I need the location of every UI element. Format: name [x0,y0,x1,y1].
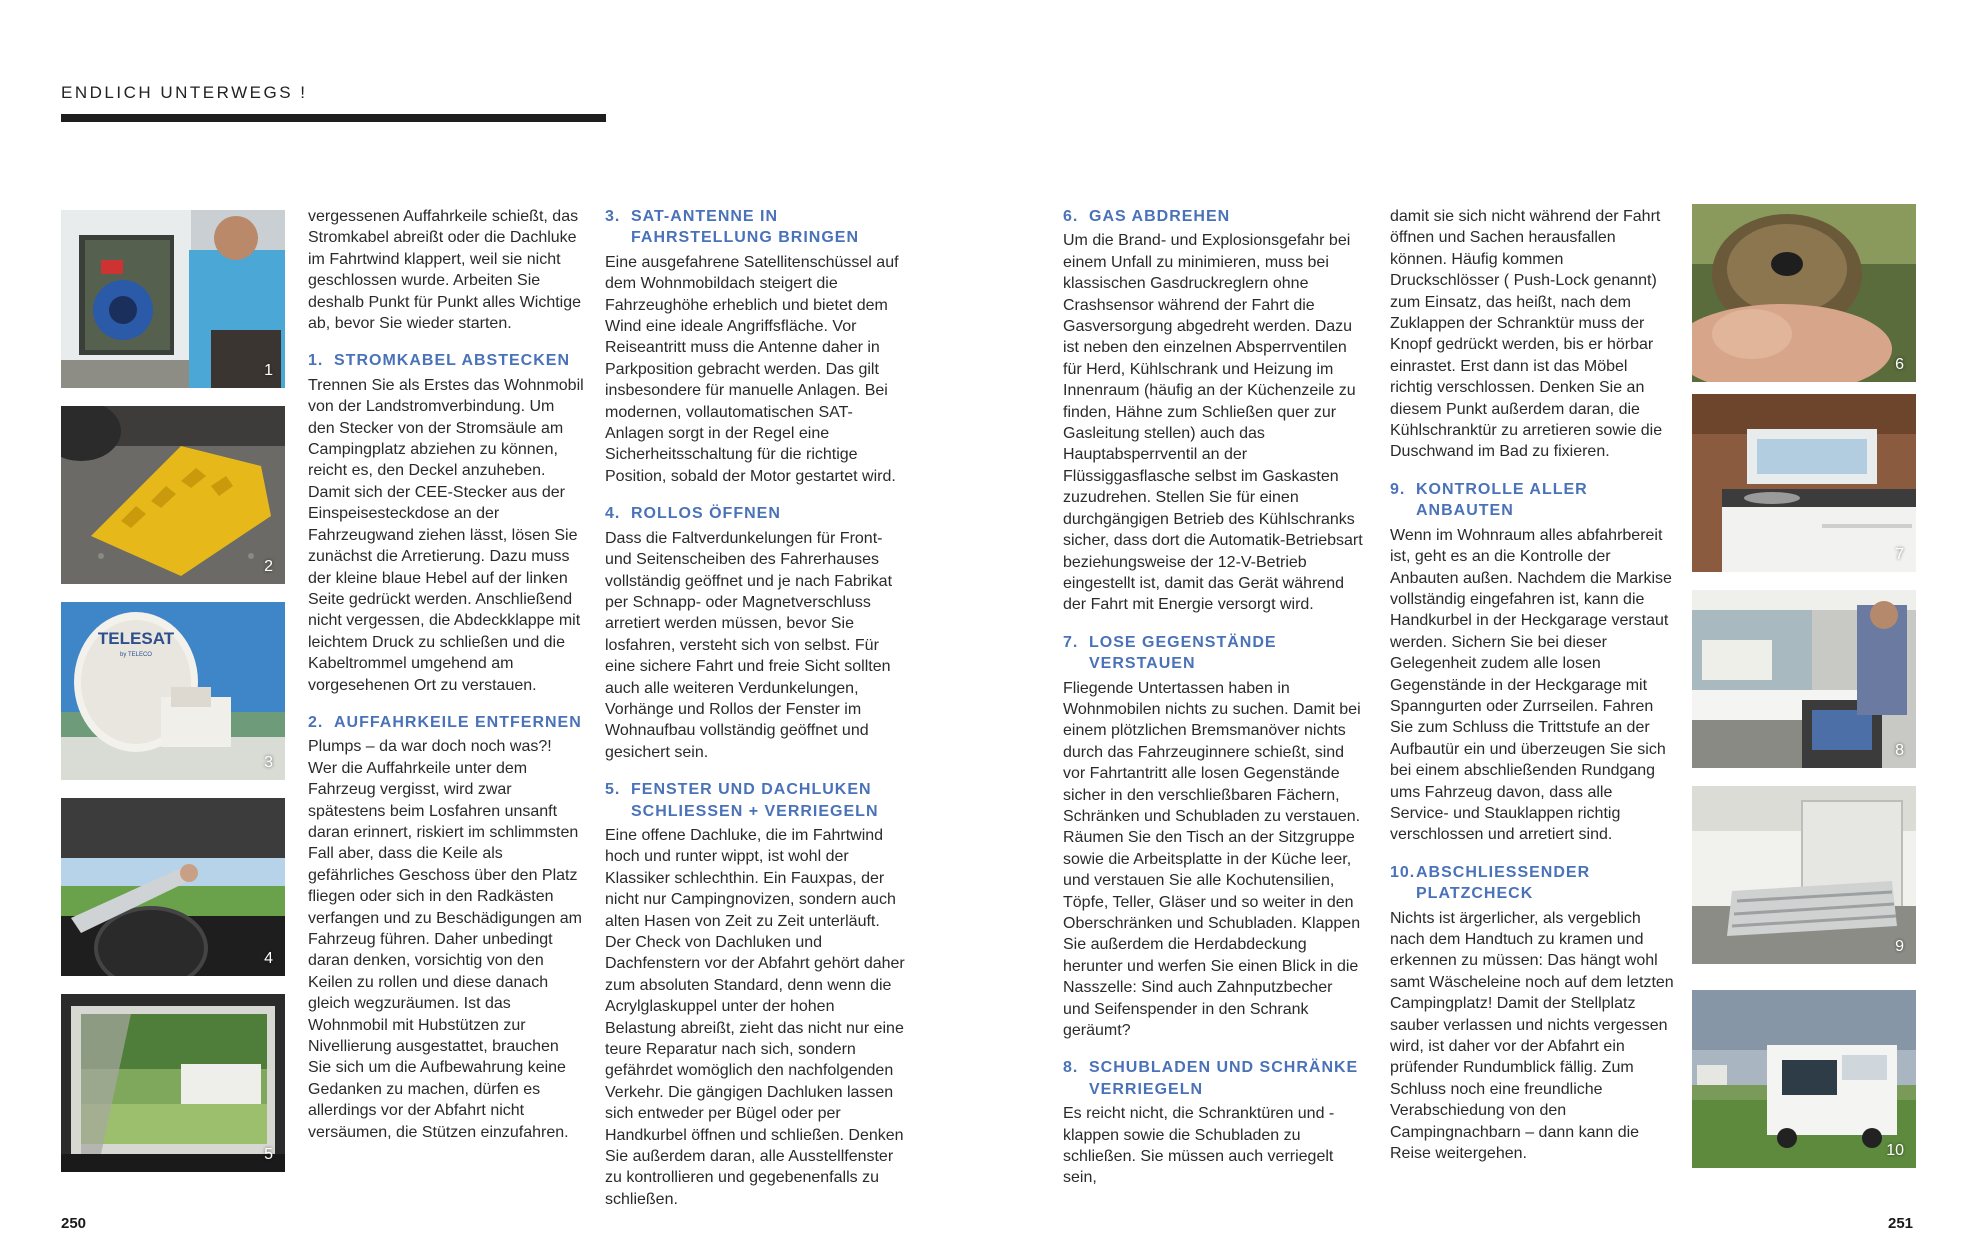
photo-1 [61,210,285,388]
photo-number: 4 [264,950,273,967]
photo-7-image [1692,394,1916,572]
photo-8 [1692,590,1916,768]
photo-number: 7 [1895,546,1904,563]
photo-1-image [61,210,285,388]
section-heading-4: 4. ROLLOS ÖFFNEN [605,505,781,523]
photo-2-image [61,406,285,584]
photo-2 [61,406,285,584]
section-text-1: Trennen Sie als Erstes das Wohnmobil von der Landstromverbindung. Um den Stecker von der Stromsäule am Campingplatz abziehen zu können, reicht es, den Deckel anzuheben. Damit sich der CEE-Stecker aus der Einspeisesteckdose an der Fahrzeugwand ziehen lässt, lösen Sie zunächst die Arretierung. Dazu muss der kleine blaue Hebel auf der linken Seite gedrückt werden. Anschließend nicht vergessen, die Abdeckklappe mit leichtem Druck zu schließen und die Kabeltrommel umgehend am vorgesehenen Ort zu verstauen. [308,376,584,694]
photo-number: 8 [1895,742,1904,759]
telesat-logo-sub: by TELECO [120,652,152,658]
section-text-5: Eine offene Dachluke, die im Fahrtwind hoch und runter wippt, ist wohl der Klassiker schlechthin. Ein Fauxpas, der nicht nur Campingnovizen, sondern auch alten Hasen von Zeit zu Zeit unterläuft. Der Check von Dachluken und Dachfenstern vor der Abfahrt gehört daher zum absoluten Standard, denn wenn die Acrylglaskuppel unter der hohen Belastung abreißt, zieht das nicht nur eine teure Reparatur nach sich, sondern gefährdet womöglich den nachfolgenden Verkehr. Die gängigen Dachluken lassen sich entweder per Bügel oder per Handkurbel öffnen und schließen. Denken Sie außerdem daran, alle Ausstellfenster zu kontrollieren und gegebenenfalls zu schließen. [605,826,905,1208]
section-heading-10: 10. ABSCHLIESSENDER PLATZCHECK [1390,863,1591,903]
chapter-title: ENDLICH UNTERWEGS ! [61,83,308,102]
photo-5-image [61,994,285,1172]
text-column-4 [1390,206,1674,1164]
photo-6 [1692,204,1916,382]
section-text-8: Es reicht nicht, die Schranktüren und -klappen sowie die Schubladen zu schließen. Sie müssen auch verriegelt sein, [1063,1105,1335,1187]
telesat-logo: TELESAT [97,629,175,648]
section-text-6: Um die Brand- und Explosionsgefahr bei einem Unfall zu minimieren, muss bei klassischen Gasdruckreglern ohne Crashsensor während der Fahrt die Gasversorgung abgedreht werden. Dazu ist neben den einzelnen Absperrventilen für Herd, Kühlschrank und Heizung im Innenraum (häufig an der Küchenzeile zu finden, Hähne zum Schließen quer zur Gasleitung stellen) auch das Hauptabsperrventil an der Flüssiggasflasche selbst im Gaskasten zuzudrehen. Stellen Sie für einen durchgängigen Betrieb des Kühlschranks sicher, dass dort die Automatik-Betriebsart beziehungsweise der 12-V-Betrieb eingestellt ist, damit das Gerät während der Fahrt mit Energie versorgt wird. [1063,232,1363,614]
page-number-right: 251 [1888,1215,1914,1232]
photo-3 [61,602,285,780]
section-text-9: Wenn im Wohnraum alles abfahrbereit ist, geht es an die Kontrolle der Anbauten außen. Nachdem die Markise vollständig eingefahren ist, kann die Handkurbel in der Heckgarage verstaut werden. Sichern Sie bei dieser Gelegenheit zudem alle losen Gegenstände in der Heckgarage mit Spanngurten oder Zurrseilen. Fahren Sie zum Schluss die Trittstufe an der Aufbautür ein und überzeugen Sie sich bei einem abschließenden Rundgang ums Fahrzeug davon, dass alle Service- und Stauklappen richtig verschlossen und arretiert sind. [1390,526,1672,844]
photo-10-image [1692,990,1916,1168]
col4-intro: damit sie sich nicht während der Fahrt öffnen und Sachen herausfallen können. Häufig kommen Druckschlösser ( Push-Lock genannt) zum Einsatz, das heißt, nach dem Zuklappen der Schranktür muss der Knopf gedrückt werden, bis er hörbar einrastet. Erst dann ist das Möbel richtig verschlossen. Denken Sie an diesem Punkt außerdem daran, die Kühlschranktür zu arretieren sowie die Duschwand im Bad zu fixieren. [1390,208,1663,461]
photo-9 [1692,786,1916,964]
text-column-1 [308,206,584,1143]
photo-5 [61,994,285,1172]
photo-3-image [61,602,285,780]
text-column-2 [605,206,905,1210]
section-heading-2: 2. AUFFAHRKEILE ENTFERNEN [308,713,582,731]
section-text-4: Dass die Faltverdunkelungen für Front- und Seitenscheiben des Fahrerhauses vollständig geöffnet und je nach Fabrikat per Schnapp- oder Magnetverschluss arretiert werden müssen, bevor Sie losfahren, versteht sich von selbst. Für eine sichere Fahrt und freie Sicht sollten auch alle weiteren Verdunkelungen, Vorhänge und Rollos der Fenster im Wohnaufbau vollständig geöffnet und gesichert sein. [605,529,893,761]
section-heading-9: 9. KONTROLLE ALLER ANBAUTEN [1390,480,1588,520]
photo-9-image [1692,786,1916,964]
photo-6-image [1692,204,1916,382]
section-text-7: Fliegende Untertassen haben in Wohnmobilen nichts zu suchen. Damit bei einem plötzlichen Bremsmanöver nichts durch das Fahrzeuginnere schießt, sind vor Fahrtantritt alle losen Gegenstände sicher in den verschließbaren Fächern, Schränken und Schubladen zu verstauen. Räumen Sie den Tisch an der Sitzgruppe sowie die Arbeitsplatte in der Küche leer, und verstauen Sie alle Kochutensilien, Töpfe, Teller, Gläser und so weiter in den Oberschränken und Schubladen. Klappen Sie außerdem die Herdabdeckung herunter und werfen Sie einen Blick in die Nasszelle: Sind auch Zahnputzbecher und Seifenspender in den Schrank geräumt? [1063,679,1361,1040]
photo-number: 2 [264,558,273,575]
photo-4 [61,798,285,976]
section-heading-6: 6. GAS ABDREHEN [1063,208,1231,225]
section-heading-7: 7. LOSE GEGENSTÄNDE VERSTAUEN [1063,633,1277,673]
col1-intro: vergessenen Auffahrkeile schießt, das Stromkabel abreißt oder die Dachluke im Fahrtwind klappert, weil sie nicht geschlossen wurde. Arbeiten Sie deshalb Punkt für Punkt alles Wichtige ab, bevor Sie wieder starten. [308,208,582,333]
photo-number: 3 [264,754,273,771]
page-number-left: 250 [61,1215,87,1232]
photo-number: 5 [264,1146,273,1163]
photo-number: 1 [264,362,273,379]
section-text-3: Eine ausgefahrene Satellitenschüssel auf dem Wohnmobildach steigert die Fahrzeughöhe erheblich und bietet dem Wind eine ideale Angriffsfläche. Vor Reiseantritt muss die Antenne daher in Parkposition gebracht werden. Das gilt insbesondere für manuelle Anlagen. Bei modernen, vollautomatischen SAT-Anlagen sorgt in der Regel eine Sicherheitsschaltung für die richtige Position, sobald der Motor gestartet wird. [605,253,899,485]
section-text-2: Plumps – da war doch noch was?! Wer die Auffahrkeile unter dem Fahrzeug vergisst, wird zwar spätestens beim Losfahren unsanft daran erinnert, riskiert im schlimmsten Fall aber, dass die Keile als gefährliches Geschoss über den Platz fliegen oder sich in den Radkästen verfangen und zu Beschädigungen am Fahrzeug führen. Daher unbedingt daran denken, vorsichtig von den Keilen zu rollen und diese danach gleich wegzuräumen. Ist das Wohnmobil mit Hubstützen zur Nivellierung ausgestattet, brauchen Sie sich um die Aufbewahrung keine Gedanken zu machen, dürfen es allerdings vor der Abfahrt nicht versäumen, die Stützen einzufahren. [308,738,582,1141]
text-column-3 [1063,206,1363,1189]
header-rule [61,114,606,122]
section-heading-3: 3. SAT-ANTENNE IN FAHRSTELLUNG BRINGEN [605,208,859,247]
section-heading-8: 8. SCHUBLADEN UND SCHRÄNKE VERRIEGELN [1063,1059,1359,1098]
photo-number: 9 [1895,938,1904,955]
section-heading-1: 1. STROMKABEL ABSTECKEN [308,352,571,370]
photo-number: 6 [1895,356,1904,373]
photo-4-image [61,798,285,976]
photo-10 [1692,990,1916,1168]
photo-7 [1692,394,1916,572]
photo-8-image [1692,590,1916,768]
section-text-10: Nichts ist ärgerlicher, als vergeblich nach dem Handtuch zu kramen und erkennen zu müssen: Das hängt wohl samt Wäscheleine noch auf dem letzten Campingplatz! Damit der Stellplatz sauber verlassen und nichts vergessen wird, ist daher vor der Abfahrt ein prüfender Rundumblick fällig. Zum Schluss noch eine freundliche Verabschiedung von den Campingnachbarn – dann kann die Reise weitergehen. [1390,909,1674,1163]
photo-number: 10 [1886,1142,1904,1159]
section-heading-5: 5. FENSTER UND DACHLUKEN SCHLIESSEN + VERRIEGELN [605,781,879,820]
